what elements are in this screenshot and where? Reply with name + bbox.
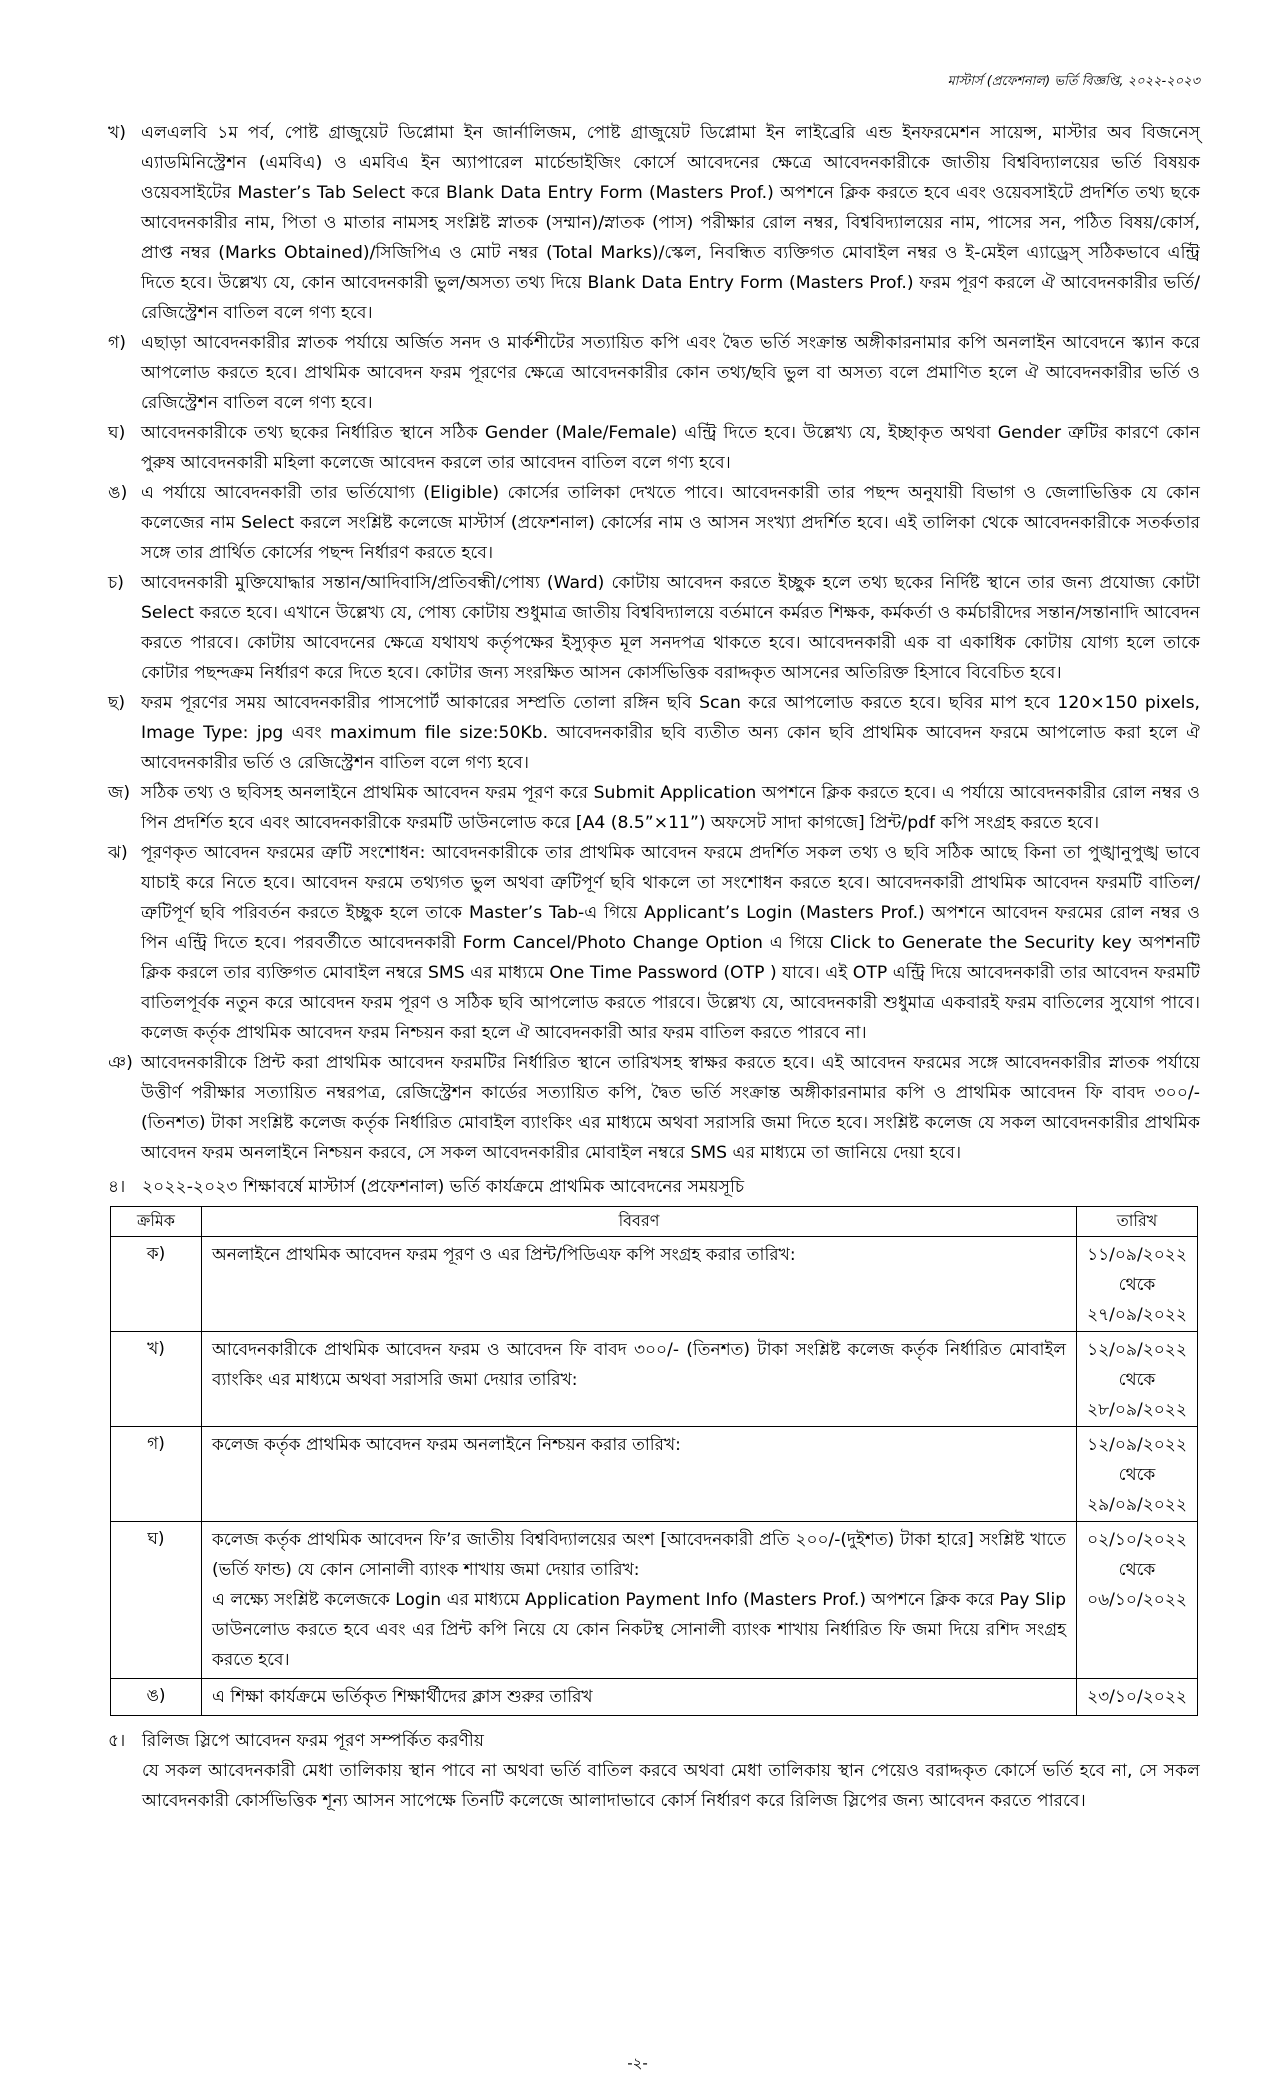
- row-description: অনলাইনে প্রাথমিক আবেদন ফরম পূরণ ও এর প্রিন্ট/পিডিএফ কপি সংগ্রহ করার তারিখ:: [202, 1237, 1077, 1332]
- row-date: [1077, 1427, 1198, 1522]
- date-from: ২৩/১০/২০২২: [1087, 1687, 1187, 1707]
- item-marker: ঘ): [108, 423, 126, 443]
- date-to: ২৮/০৯/২০২২: [1087, 1400, 1187, 1420]
- section-number: ৫।: [108, 1731, 126, 1751]
- document-body: [108, 118, 1200, 1816]
- serial-header: ক্রমিক: [111, 1207, 202, 1237]
- section-title: রিলিজ স্লিপে আবেদন ফরম পূরণ সম্পর্কিত করণীয়: [142, 1731, 484, 1751]
- date-from: ১২/০৯/২০২২: [1087, 1435, 1187, 1455]
- date-from: ১২/০৯/২০২২: [1087, 1340, 1187, 1360]
- item-marker: ঞ): [108, 1053, 133, 1073]
- table-row: [111, 1332, 1198, 1427]
- list-item: [108, 418, 1200, 478]
- item-marker: জ): [108, 783, 131, 803]
- section-4-heading: [108, 1172, 1200, 1202]
- row-serial: ঙ): [111, 1679, 202, 1716]
- item-marker: চ): [108, 573, 124, 593]
- table-row: [111, 1679, 1198, 1716]
- list-item: [108, 778, 1200, 838]
- row-serial: গ): [111, 1427, 202, 1522]
- section-5-text: যে সকল আবেদনকারী মেধা তালিকায় স্থান পাবে না অথবা ভর্তি বাতিল করবে অথবা মেধা তালিকায় স্থান পেয়েও বরাদ্দকৃত কোর্সে ভর্তি হবে না, সে সকল আবেদনকারী কোর্সভিত্তিক শূন্য আসন সাপেক্ষে তিনটি কলেজে আলাদাভাবে কোর্স নির্ধারণ করে রিলিজ স্লিপের জন্য আবেদন করতে পারবে।: [142, 1761, 1200, 1811]
- row-date: [1077, 1237, 1198, 1332]
- item-text: পূরণকৃত আবেদন ফরমের ত্রুটি সংশোধন: আবেদনকারীকে তার প্রাথমিক আবেদন ফরমে প্রদর্শিত সকল তথ্য ও ছবি সঠিক আছে কিনা তা পুঙ্খানুপুঙ্খ ভাবে যাচাই করে নিতে হবে। আবেদন ফরমে তথ্যগত ভুল অথবা ত্রুটিপূর্ণ ছবি থাকলে তা সংশোধন করতে হবে। আবেদনকারী প্রাথমিক আবেদন ফরমটি বাতিল/ত্রুটিপূর্ণ ছবি পরিবর্তন করতে ইচ্ছুক হলে তাকে Master’s Tab-এ গিয়ে Applicant’s Login (Masters Prof.) অপশনে আবেদন ফরমের রোল নম্বর ও পিন এন্ট্রি দিতে হবে। পরবর্তীতে আবেদনকারী Form Cancel/Photo Change Option এ গিয়ে Click to Generate the Security key অপশনটি ক্লিক করলে তার ব্যক্তিগত মোবাইল নম্বরে SMS এর মাধ্যমে One Time Password (OTP ) যাবে। এই OTP এন্ট্রি দিয়ে আবেদনকারী তার আবেদন ফরমটি বাতিলপূর্বক নতুন করে আবেদন ফরম পূরণ ও সঠিক ছবি আপলোড করতে পারবে। উল্লেখ্য যে, আবেদনকারী শুধুমাত্র একবারই ফরম বাতিলের সুযোগ পাবে। কলেজ কর্তৃক প্রাথমিক আবেদন ফরম নিশ্চয়ন করা হলে ঐ আবেদনকারী আর ফরম বাতিল করতে পারবে না।: [141, 843, 1200, 1043]
- list-item: [108, 328, 1200, 418]
- list-item: [108, 568, 1200, 688]
- item-text: আবেদনকারী মুক্তিযোদ্ধার সন্তান/আদিবাসি/প্রতিবন্ধী/পোষ্য (Ward) কোটায় আবেদন করতে ইচ্ছুক হলে তথ্য ছকের নির্দিষ্ট স্থানে তার জন্য প্রযোজ্য কোটা Select করতে হবে। এখানে উল্লেখ্য যে, পোষ্য কোটায় শুধুমাত্র জাতীয় বিশ্ববিদ্যালয়ে বর্তমানে কর্মরত শিক্ষক, কর্মকর্তা ও কর্মচারীদের সন্তান/সন্তানাদি আবেদন করতে পারবে। কোটায় আবেদনের ক্ষেত্রে যথাযথ কর্তৃপক্ষের ইস্যুকৃত মূল সনদপত্র থাকতে হবে। আবেদনকারী এক বা একাধিক কোটায় যোগ্য হলে তাকে কোটার পছন্দক্রম নির্ধারণ করে দিতে হবে। কোটার জন্য সংরক্ষিত আসন কোর্সভিত্তিক বরাদ্দকৃত আসনের অতিরিক্ত হিসাবে বিবেচিত হবে।: [141, 573, 1200, 683]
- date-to: ২৭/০৯/২০২২: [1087, 1305, 1187, 1325]
- item-text: এ পর্যায়ে আবেদনকারী তার ভর্তিযোগ্য (Eligible) কোর্সের তালিকা দেখতে পাবে। আবেদনকারী তার পছন্দ অনুযায়ী বিভাগ ও জেলাভিত্তিক যে কোন কলেজের নাম Select করলে সংশ্লিষ্ট কলেজে মাস্টার্স (প্রফেশনাল) কোর্সের নাম ও আসন সংখ্যা প্রদর্শিত হবে। এই তালিকা থেকে আবেদনকারীকে সতর্কতার সঙ্গে তার প্রার্থিত কোর্সের পছন্দ নির্ধারণ করতে হবে।: [141, 483, 1200, 563]
- date-to-word: থেকে: [1118, 1465, 1156, 1485]
- item-marker: ঝ): [108, 843, 128, 863]
- item-marker: খ): [108, 123, 126, 143]
- date-from: ০২/১০/২০২২: [1087, 1530, 1187, 1550]
- section-5-heading: [108, 1726, 1200, 1756]
- item-text: আবেদনকারীকে তথ্য ছকের নির্ধারিত স্থানে সঠিক Gender (Male/Female) এন্ট্রি দিতে হবে। উল্লেখ্য যে, ইচ্ছাকৃত অথবা Gender ত্রুটির কারণে কোন পুরুষ আবেদনকারী মহিলা কলেজে আবেদন করলে তার আবেদন বাতিল বলে গণ্য হবে।: [141, 423, 1200, 473]
- date-to-word: থেকে: [1118, 1275, 1156, 1295]
- date-header: তারিখ: [1077, 1207, 1198, 1237]
- list-item: [108, 688, 1200, 778]
- row-description-main: কলেজ কর্তৃক প্রাথমিক আবেদন ফি’র জাতীয় বিশ্ববিদ্যালয়ের অংশ [আবেদনকারী প্রতি ২০০/-(দুইশত) টাকা হারে] সংশ্লিষ্ট খাতে (ভর্তি ফান্ড) যে কোন সোনালী ব্যাংক শাখায় জমা দেয়ার তারিখ:: [212, 1530, 1066, 1580]
- page-number: -২-: [627, 2054, 648, 2072]
- row-date: [1077, 1332, 1198, 1427]
- section-title: ২০২২-২০২৩ শিক্ষাবর্ষে মাস্টার্স (প্রফেশনাল) ভর্তি কার্যক্রমে প্রাথমিক আবেদনের সময়সূচি: [142, 1177, 745, 1197]
- running-header: মাস্টার্স (প্রফেশনাল) ভর্তি বিজ্ঞপ্তি, ২০২২-২০২৩: [947, 74, 1200, 89]
- list-item: [108, 838, 1200, 1048]
- item-text: আবেদনকারীকে প্রিন্ট করা প্রাথমিক আবেদন ফরমটির নির্ধারিত স্থানে তারিখসহ স্বাক্ষর করতে হবে। এই আবেদন ফরমের সঙ্গে আবেদনকারীর স্নাতক পর্যায়ে উত্তীর্ণ পরীক্ষার সত্যায়িত নম্বরপত্র, রেজিস্ট্রেশন কার্ডের সত্যায়িত কপি, দ্বৈত ভর্তি সংক্রান্ত অঙ্গীকারনামার কপি ও প্রাথমিক আবেদন ফি বাবদ ৩০০/- (তিনশত) টাকা সংশ্লিষ্ট কলেজ কর্তৃক নির্ধারিত মোবাইল ব্যাংকিং এর মাধ্যমে অথবা সরাসরি জমা দিতে হবে। সংশ্লিষ্ট কলেজ যে সকল আবেদনকারীর প্রাথমিক আবেদন ফরম অনলাইনে নিশ্চয়ন করবে, সে সকল আবেদনকারীর মোবাইল নম্বরে SMS এর মাধ্যমে তা জানিয়ে দেয়া হবে।: [141, 1053, 1200, 1163]
- list-item: [108, 478, 1200, 568]
- row-description: আবেদনকারীকে প্রাথমিক আবেদন ফরম ও আবেদন ফি বাবদ ৩০০/- (তিনশত) টাকা সংশ্লিষ্ট কলেজ কর্তৃক নির্ধারিত মোবাইল ব্যাংকিং এর মাধ্যমে অথবা সরাসরি জমা দেয়ার তারিখ:: [202, 1332, 1077, 1427]
- list-item: [108, 118, 1200, 328]
- list-item: [108, 1048, 1200, 1168]
- item-marker: ঙ): [108, 483, 128, 503]
- date-to: ০৬/১০/২০২২: [1087, 1590, 1187, 1610]
- table-header-row: [111, 1207, 1198, 1237]
- section-number: ৪।: [108, 1177, 126, 1197]
- table-row: [111, 1427, 1198, 1522]
- row-description-note: এ লক্ষ্যে সংশ্লিষ্ট কলেজকে Login এর মাধ্যমে Application Payment Info (Masters Prof.) অপশনে ক্লিক করে Pay Slip ডাউনলোড করতে হবে এবং এর প্রিন্ট কপি নিয়ে যে কোন নিকটস্থ সোনালী ব্যাংক শাখায় নির্ধারিত ফি জমা দিয়ে রশিদ সংগ্রহ করতে হবে।: [212, 1590, 1066, 1670]
- item-text: এছাড়া আবেদনকারীর স্নাতক পর্যায়ে অর্জিত সনদ ও মার্কশীটের সত্যায়িত কপি এবং দ্বৈত ভর্তি সংক্রান্ত অঙ্গীকারনামার কপি অনলাইন আবেদনে স্ক্যান করে আপলোড করতে হবে। প্রাথমিক আবেদন ফরম পূরণের ক্ষেত্রে আবেদনকারীর কোন তথ্য/ছবি ভুল বা অসত্য বলে প্রমাণিত হলে ঐ আবেদনকারীর ভর্তি ও রেজিস্ট্রেশন বাতিল বলে গণ্য হবে।: [141, 333, 1200, 413]
- item-text: এলএলবি ১ম পর্ব, পোষ্ট গ্রাজুয়েট ডিপ্লোমা ইন জার্নালিজম, পোষ্ট গ্রাজুয়েট ডিপ্লোমা ইন লাইব্রেরি এন্ড ইনফরমেশন সায়েন্স, মাস্টার অব বিজনেস্ এ্যাডমিনিস্ট্রেশন (এমবিএ) ও এমবিএ ইন অ্যাপারেল মার্চেন্ডাইজিং কোর্সে আবেদনের ক্ষেত্রে আবেদনকারীকে জাতীয় বিশ্ববিদ্যালয়ের ভর্তি বিষয়ক ওয়েবসাইটের Master’s Tab Select করে Blank Data Entry Form (Masters Prof.) অপশনে ক্লিক করতে হবে এবং ওয়েবসাইটে প্রদর্শিত তথ্য ছকে আবেদনকারীর নাম, পিতা ও মাতার নামসহ সংশ্লিষ্ট স্নাতক (সম্মান)/স্নাতক (পাস) পরীক্ষার রোল নম্বর, বিশ্ববিদ্যালয়ের নাম, পাসের সন, পঠিত বিষয়/কোর্স, প্রাপ্ত নম্বর (Marks Obtained)/সিজিপিএ ও মোট নম্বর (Total Marks)/স্কেল, নিবন্ধিত ব্যক্তিগত মোবাইল নম্বর ও ই-মেইল এ্যাড্রেস্ সঠিকভাবে এন্ট্রি দিতে হবে। উল্লেখ্য যে, কোন আবেদনকারী ভুল/অসত্য তথ্য দিয়ে Blank Data Entry Form (Masters Prof.) ফরম পূরণ করলে ঐ আবেদনকারীর ভর্তি/রেজিস্ট্রেশন বাতিল বলে গণ্য হবে।: [141, 123, 1201, 323]
- row-description: এ শিক্ষা কার্যক্রমে ভর্তিকৃত শিক্ষার্থীদের ক্লাস শুরুর তারিখ: [202, 1679, 1077, 1716]
- date-to-word: থেকে: [1118, 1370, 1156, 1390]
- description-header: বিবরণ: [202, 1207, 1077, 1237]
- item-marker: গ): [108, 333, 126, 353]
- row-serial: ঘ): [111, 1522, 202, 1679]
- table-row: [111, 1237, 1198, 1332]
- row-serial: ক): [111, 1237, 202, 1332]
- row-description: [202, 1522, 1077, 1679]
- row-serial: খ): [111, 1332, 202, 1427]
- row-date: [1077, 1522, 1198, 1679]
- item-text: সঠিক তথ্য ও ছবিসহ অনলাইনে প্রাথমিক আবেদন ফরম পূরণ করে Submit Application অপশনে ক্লিক করতে হবে। এ পর্যায়ে আবেদনকারীর রোল নম্বর ও পিন প্রদর্শিত হবে এবং আবেদনকারীকে ফরমটি ডাউনলোড করে [A4 (8.5”×11”) অফসেট সাদা কাগজে] প্রিন্ট/pdf কপি সংগ্রহ করতে হবে।: [141, 783, 1200, 833]
- date-to-word: থেকে: [1118, 1560, 1156, 1580]
- row-date: [1077, 1679, 1198, 1716]
- schedule-table: [110, 1206, 1198, 1716]
- item-marker: ছ): [108, 693, 126, 713]
- item-text: ফরম পূরণের সময় আবেদনকারীর পাসপোর্ট আকারের সম্প্রতি তোলা রঙ্গিন ছবি Scan করে আপলোড করতে হবে। ছবির মাপ হবে 120×150 pixels, Image Type: jpg এবং maximum file size:50Kb. আবেদনকারীর ছবি ব্যতীত অন্য কোন ছবি প্রাথমিক আবেদন ফরমে আপলোড করা হলে ঐ আবেদনকারীর ভর্তি ও রেজিস্ট্রেশন বাতিল বলে গণ্য হবে।: [141, 693, 1200, 773]
- date-to: ২৯/০৯/২০২২: [1087, 1495, 1187, 1515]
- row-description: কলেজ কর্তৃক প্রাথমিক আবেদন ফরম অনলাইনে নিশ্চয়ন করার তারিখ:: [202, 1427, 1077, 1522]
- date-from: ১১/০৯/২০২২: [1087, 1245, 1187, 1265]
- table-row: [111, 1522, 1198, 1679]
